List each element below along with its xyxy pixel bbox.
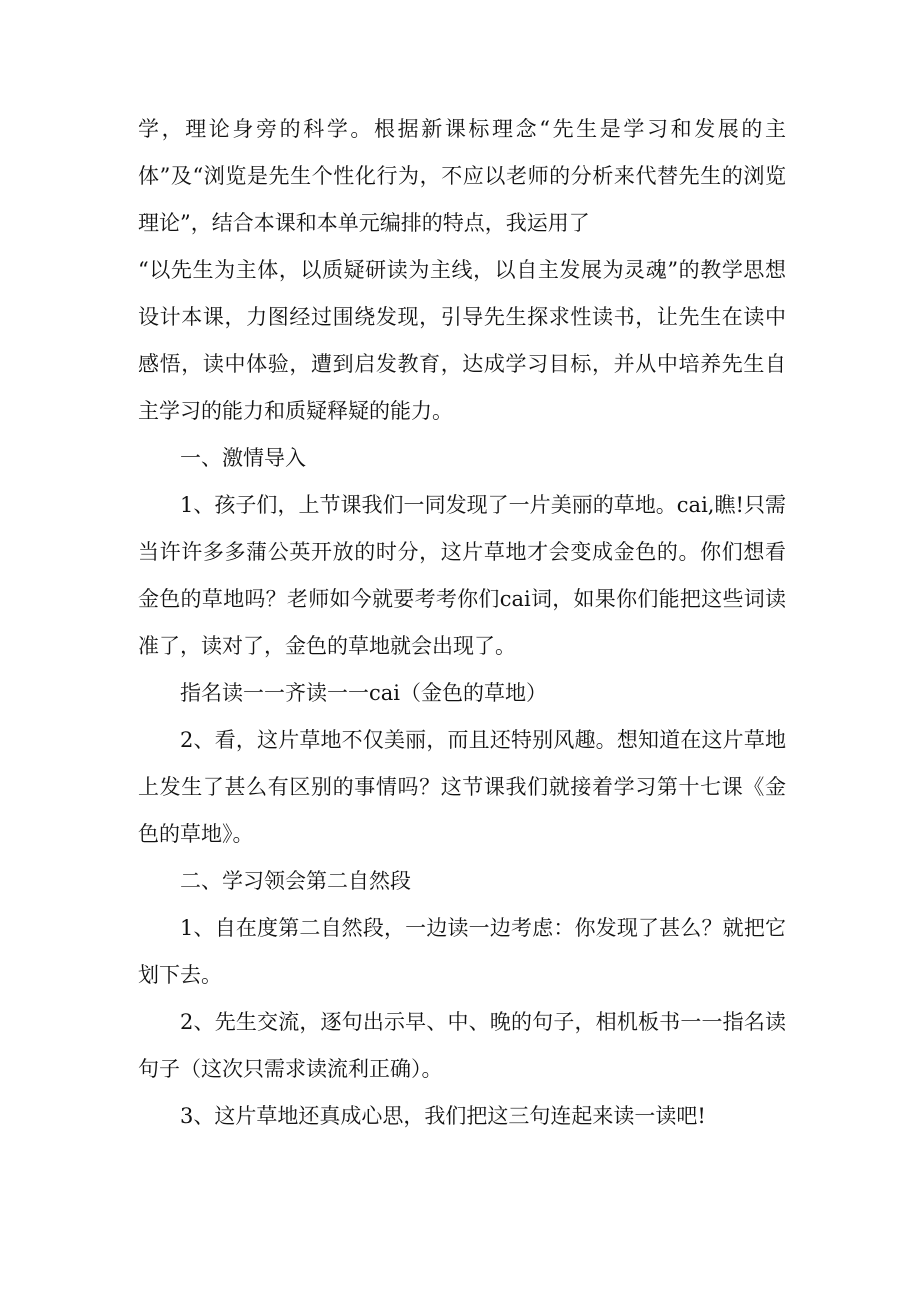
section-heading: 一、激情导入	[180, 446, 306, 470]
paragraph: 1、自在度第二自然段，一边读一边考虑：你发现了甚么？就把它划下去。	[138, 916, 786, 987]
paragraph: 2、先生交流，逐句出示早、中、晚的句子，相机板书一一指名读句子（这次只需求读流利正确）。	[138, 1010, 786, 1081]
section-heading: 二、学习领会第二自然段	[180, 869, 411, 893]
paragraph: 学，理论身旁的科学。根据新课标理念“先生是学习和发展的主体”及“浏览是先生个性化行为，不应以老师的分析来代替先生的浏览理论”，结合本课和本单元编排的特点，我运用了	[138, 117, 786, 235]
paragraph: 2、看，这片草地不仅美丽，而且还特别风趣。想知道在这片草地上发生了甚么有区别的事情吗？这节课我们就接着学习第十七课《金色的草地》。	[138, 728, 786, 846]
paragraph: 1、孩子们，上节课我们一同发现了一片美丽的草地。cai,瞧!只需当许许多多蒲公英开放的时分，这片草地才会变成金色的。你们想看金色的草地吗？老师如今就要考考你们cai词，如果你们能把这些词读准了，读对了，金色的草地就会出现了。	[138, 493, 786, 658]
paragraph: “以先生为主体，以质疑研读为主线，以自主发展为灵魂”的教学思想设计本课，力图经过围绕发现，引导先生探求性读书，让先生在读中感悟，读中体验，遭到启发教育，达成学习目标，并从中培养先生自主学习的能力和质疑释疑的能力。	[138, 258, 786, 423]
paragraph: 3、这片草地还真成心思，我们把这三句连起来读一读吧!	[180, 1104, 706, 1128]
document-body	[138, 106, 786, 1140]
paragraph: 指名读一一齐读一一cai（金色的草地）	[180, 681, 547, 705]
